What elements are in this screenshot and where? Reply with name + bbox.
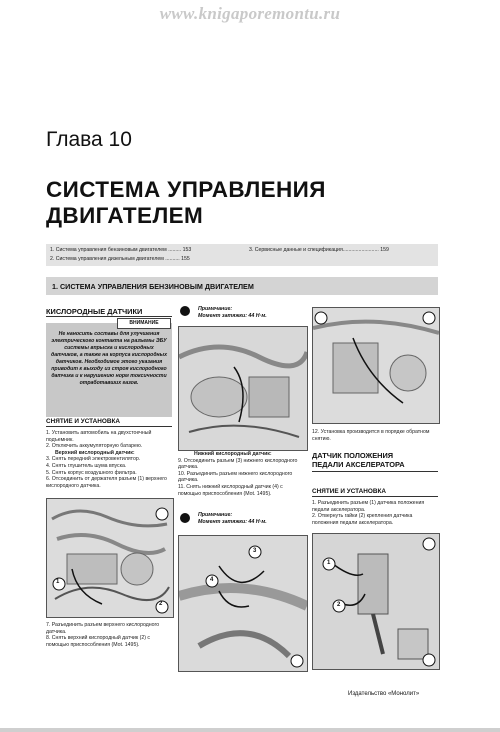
step-7: 7. Разъединить разъем верхнего кислородного датчика. — [46, 622, 160, 635]
callout-1-pedal: 1 — [327, 560, 331, 566]
oxygen-sensors-heading: КИСЛОРОДНЫЕ ДАТЧИКИ — [46, 307, 143, 316]
camera-icon — [180, 513, 190, 523]
note-2 — [198, 512, 267, 526]
toc-item-2: 2. Система управления дизельным двигателем .......... 155 — [50, 256, 190, 262]
warning-text: Не наносить составы для улучшения электрического контакта на разъемы ЭБУ системы впрыска и кислородных датчиков, а также на корпуса кислородных датчиков. Необходимое этого указания приводит к выходу из строя кислородного датчика и к нарушению норм токсичности отработавших газов. — [50, 331, 167, 386]
chapter-label: Глава 10 — [46, 128, 132, 151]
left-steps — [46, 430, 172, 489]
toc-item-3: 3. Сервисные данные и спецификация......................... 159 — [249, 247, 389, 253]
step-4: 4. Снять глушитель шума впуска. — [46, 462, 127, 469]
note-1-title: Примечание: — [198, 306, 233, 312]
divider — [312, 496, 438, 497]
pedal-sensor-heading-line2: ПЕДАЛИ АКСЕЛЕРАТОРА — [312, 460, 405, 469]
divider — [312, 471, 438, 472]
section-title-bar — [46, 277, 438, 295]
pedal-illustration — [313, 534, 439, 669]
underbody-photo-lower-sensor — [178, 535, 308, 672]
pedal-sensor-heading — [312, 451, 405, 469]
page-bottom-edge — [0, 728, 500, 732]
engine-photo-installation — [312, 307, 440, 424]
chapter-title-line1: СИСТЕМА УПРАВЛЕНИЯ — [46, 177, 326, 202]
note-1 — [198, 306, 267, 320]
publisher-label: Издательство «Монолит» — [348, 691, 420, 697]
engine-photo-upper-sensor — [46, 498, 174, 618]
note-2-title: Примечание: — [198, 512, 233, 518]
step-12: 12. Установка производится в порядке обратном снятию. — [312, 429, 430, 442]
step-9: 9. Отсоединить разъем (3) нижнего кислородного датчика. — [178, 457, 298, 471]
pedal-step-2: 2. Отвернуть гайки (2) крепления датчика положения педали акселератора. — [312, 513, 413, 526]
callout-2: 2 — [159, 601, 163, 607]
callout-3: 3 — [253, 548, 257, 554]
callout-2-pedal: 2 — [337, 602, 341, 608]
callout-4: 4 — [210, 577, 214, 583]
callout-1: 1 — [56, 579, 60, 585]
engine-illustration — [179, 327, 307, 450]
section-title: 1. СИСТЕМА УПРАВЛЕНИЯ БЕНЗИНОВЫМ ДВИГАТЕЛЕМ — [52, 282, 254, 291]
note-1-text: Момент затяжки: 44 Н·м. — [198, 313, 267, 319]
engine-illustration — [313, 308, 439, 423]
left-steps-after — [46, 622, 172, 648]
chapter-title — [46, 177, 326, 229]
middle-steps — [178, 451, 306, 497]
engine-photo-lower-sensor — [178, 326, 308, 451]
step-2: 2. Отключить аккумуляторную батарею. — [46, 443, 143, 450]
divider — [46, 316, 172, 317]
divider — [46, 426, 172, 427]
step-11: 11. Снять нижний кислородный датчик (4) с помощью приспособления (Mot. 1495). — [178, 483, 283, 497]
pedal-photo — [312, 533, 440, 670]
step-8: 8. Снять верхний кислородный датчик (2) с помощью приспособления (Mot. 1495). — [46, 635, 151, 648]
lower-sensor-subheading: Нижний кислородный датчик: — [194, 451, 272, 457]
step-3: 3. Снять передний электровентилятор. — [46, 456, 141, 463]
toc-item-1: 1. Система управления бензиновым двигателем ......... 153 — [50, 247, 192, 253]
step-5: 5. Снять корпус воздушного фильтра. — [46, 469, 137, 476]
camera-icon — [180, 306, 190, 316]
engine-illustration — [47, 499, 173, 617]
pedal-sensor-heading-line1: ДАТЧИК ПОЛОЖЕНИЯ — [312, 451, 394, 460]
step-1: 1. Установить автомобиль на двухстоечный подъемник. — [46, 430, 152, 443]
step-10: 10. Разъединить разъем нижнего кислородного датчика. — [178, 470, 293, 484]
right-steps — [312, 500, 438, 526]
note-2-text: Момент затяжки: 44 Н·м. — [198, 519, 267, 525]
upper-sensor-subheading: Верхний кислородный датчик: — [55, 449, 135, 456]
removal-heading-right: СНЯТИЕ И УСТАНОВКА — [312, 488, 386, 495]
warning-label: ВНИМАНИЕ — [117, 318, 171, 329]
underbody-illustration — [179, 536, 307, 671]
table-of-contents — [46, 244, 438, 266]
chapter-title-line2: ДВИГАТЕЛЕМ — [46, 203, 204, 228]
step-6: 6. Отсоединить от держателя разъем (1) верхнего кислородного датчика. — [46, 476, 167, 489]
watermark-text: www.knigaporemontu.ru — [159, 4, 341, 23]
pedal-step-1: 1. Разъединить разъем (1) датчика положения педали акселератора. — [312, 500, 425, 513]
removal-heading-left: СНЯТИЕ И УСТАНОВКА — [46, 418, 120, 425]
